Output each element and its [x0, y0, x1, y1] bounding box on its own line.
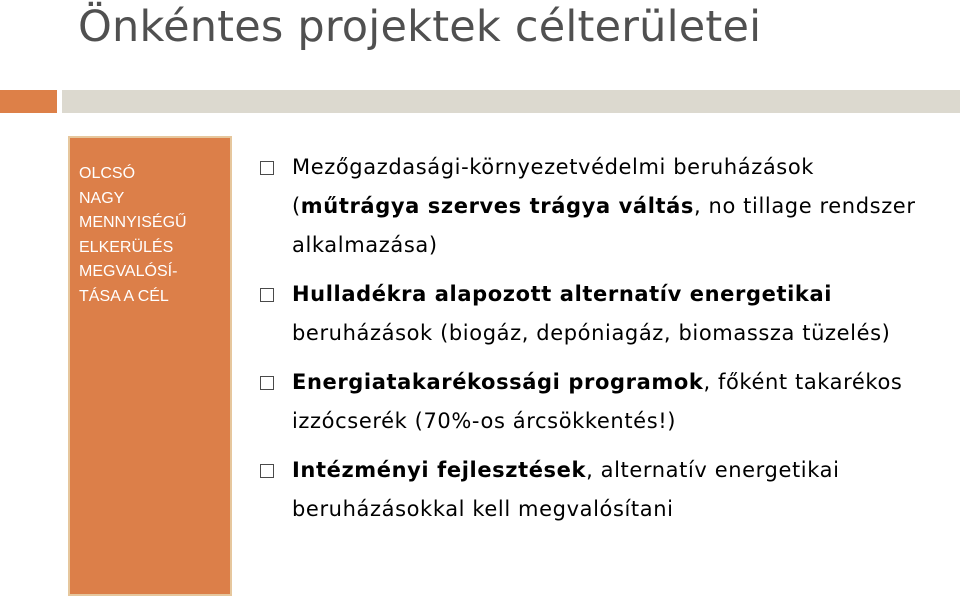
bullet-text-part: beruházások (biogáz, depóniagáz, biomassza tüzelés) [292, 321, 891, 345]
bullet-text [292, 451, 948, 529]
square-bullet-icon [260, 288, 274, 302]
bullet-list [258, 148, 948, 539]
goal-sidebar [68, 136, 232, 596]
list-item [258, 363, 948, 441]
bullet-text-part: , no tillage rendszer alkalmazása) [292, 194, 916, 257]
bullet-text-part: , főként takarékos izzócserék (70%-os árcsökkentés!) [292, 370, 903, 433]
square-bullet-icon [260, 464, 274, 478]
square-bullet-icon [260, 161, 274, 175]
slide-title: Önkéntes projektek célterületei [78, 2, 762, 52]
list-item [258, 275, 948, 353]
header-band [62, 90, 960, 113]
sidebar-line: TÁSA A CÉL [79, 287, 169, 305]
bullet-text [292, 148, 948, 265]
bullet-text [292, 275, 948, 353]
list-item [258, 451, 948, 529]
list-item [258, 148, 948, 265]
bullet-text-part: Mezőgazdasági-környezetvédelmi beruházások ( [292, 155, 815, 218]
bullet-text [292, 363, 948, 441]
bullet-text-bold: műtrágya szerves trágya váltás [300, 194, 694, 218]
bullet-text-bold: Energiatakarékossági programok [292, 370, 704, 394]
sidebar-line: OLCSÓ [79, 165, 136, 182]
header-band-accent [0, 90, 57, 113]
sidebar-line: MENNYISÉGŰ [79, 214, 187, 232]
bullet-text-part: , alternatív energetikai beruházásokkal kell megvalósítani [292, 458, 840, 521]
sidebar-line: NAGY [79, 189, 125, 207]
bullet-text-bold: Intézményi fejlesztések [292, 458, 587, 482]
square-bullet-icon [260, 376, 274, 390]
sidebar-line: MEGVALÓSÍ- [79, 263, 178, 281]
sidebar-line: ELKERÜLÉS [79, 238, 174, 256]
bullet-text-bold: Hulladékra alapozott alternatív energetikai [292, 282, 833, 306]
